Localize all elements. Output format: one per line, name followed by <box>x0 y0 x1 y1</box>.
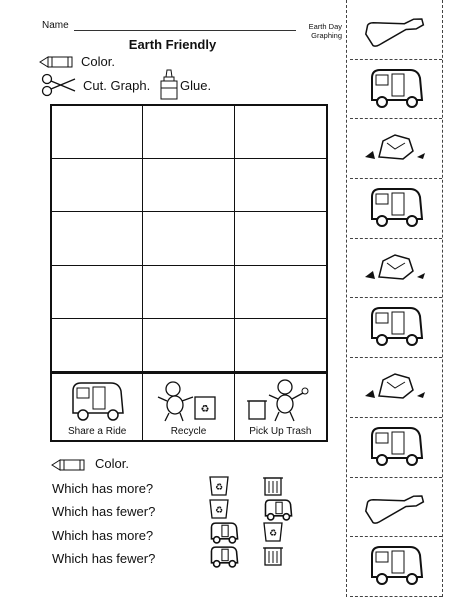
cutout-trash[interactable] <box>350 119 442 179</box>
category-recycle <box>143 373 234 440</box>
graph-cell[interactable] <box>235 106 326 159</box>
cutout-van[interactable] <box>350 418 442 478</box>
name-label: Name <box>42 20 69 31</box>
crayon-icon <box>40 55 74 73</box>
van-icon <box>364 302 428 353</box>
instruction-cut-graph: Cut. Graph. <box>83 78 151 93</box>
graph-cell[interactable] <box>235 212 326 265</box>
worksheet-tag-line2: Graphing <box>311 31 342 40</box>
graph-cell[interactable] <box>143 212 234 265</box>
category-label: Recycle <box>170 426 207 437</box>
van-icon <box>52 377 142 423</box>
recycle-bin-icon[interactable] <box>262 520 284 547</box>
graph-cell[interactable] <box>52 106 143 159</box>
graph-cell[interactable] <box>235 266 326 319</box>
category-label: Share a Ride <box>67 426 127 437</box>
cutout-bottle[interactable] <box>350 478 442 538</box>
van-icon[interactable] <box>208 544 240 573</box>
cutout-van[interactable] <box>350 537 442 597</box>
cutout-trash[interactable] <box>350 239 442 299</box>
cutout-van[interactable] <box>350 299 442 359</box>
question-1: Which has more? <box>52 481 154 496</box>
cutout-van[interactable] <box>350 60 442 120</box>
trash-icon <box>361 368 431 407</box>
trash-can-icon[interactable] <box>262 544 284 571</box>
van-icon <box>364 541 428 592</box>
bottle-icon <box>361 12 431 47</box>
cutout-van[interactable] <box>350 179 442 239</box>
graph-cell[interactable] <box>52 159 143 212</box>
cutout-trash[interactable] <box>350 358 442 418</box>
crayon-icon <box>52 458 86 476</box>
question-2: Which has fewer? <box>52 504 156 519</box>
graph-cell[interactable] <box>143 106 234 159</box>
trash-icon <box>361 249 431 288</box>
worksheet-tag-line1: Earth Day <box>308 22 342 31</box>
graph-grid <box>50 104 328 374</box>
cutout-bottle[interactable] <box>350 0 442 60</box>
kid-recycling-icon <box>143 377 233 423</box>
name-line <box>74 30 296 31</box>
svg-text:♻: ♻ <box>201 404 210 415</box>
question-color: Color. <box>95 456 129 471</box>
scissors-icon <box>40 74 76 101</box>
van-icon <box>364 64 428 115</box>
cut-line <box>442 0 443 597</box>
cut-line <box>346 0 347 597</box>
van-icon <box>364 422 428 473</box>
trash-icon <box>361 129 431 168</box>
svg-text:♻: ♻ <box>214 482 224 492</box>
graph-cell[interactable] <box>52 319 143 372</box>
van-icon <box>364 183 428 234</box>
kid-trash-icon <box>235 377 326 423</box>
question-4: Which has fewer? <box>52 551 156 566</box>
category-pick-up-trash <box>235 373 326 440</box>
svg-text:♻: ♻ <box>268 528 278 538</box>
graph-cell[interactable] <box>143 159 234 212</box>
svg-text:♻: ♻ <box>214 505 224 515</box>
instruction-glue: Glue. <box>180 78 212 93</box>
page-title: Earth Friendly <box>128 37 217 52</box>
graph-categories <box>50 371 328 442</box>
category-share-a-ride <box>52 373 143 440</box>
glue-icon <box>160 70 178 105</box>
graph-cell[interactable] <box>235 319 326 372</box>
bottle-icon <box>361 489 431 524</box>
graph-cell[interactable] <box>235 159 326 212</box>
graph-cell[interactable] <box>143 266 234 319</box>
question-3: Which has more? <box>52 528 154 543</box>
graph-cell[interactable] <box>52 212 143 265</box>
graph-cell[interactable] <box>52 266 143 319</box>
category-label: Pick Up Trash <box>249 426 312 437</box>
graph-cell[interactable] <box>143 319 234 372</box>
instruction-color: Color. <box>81 54 115 69</box>
